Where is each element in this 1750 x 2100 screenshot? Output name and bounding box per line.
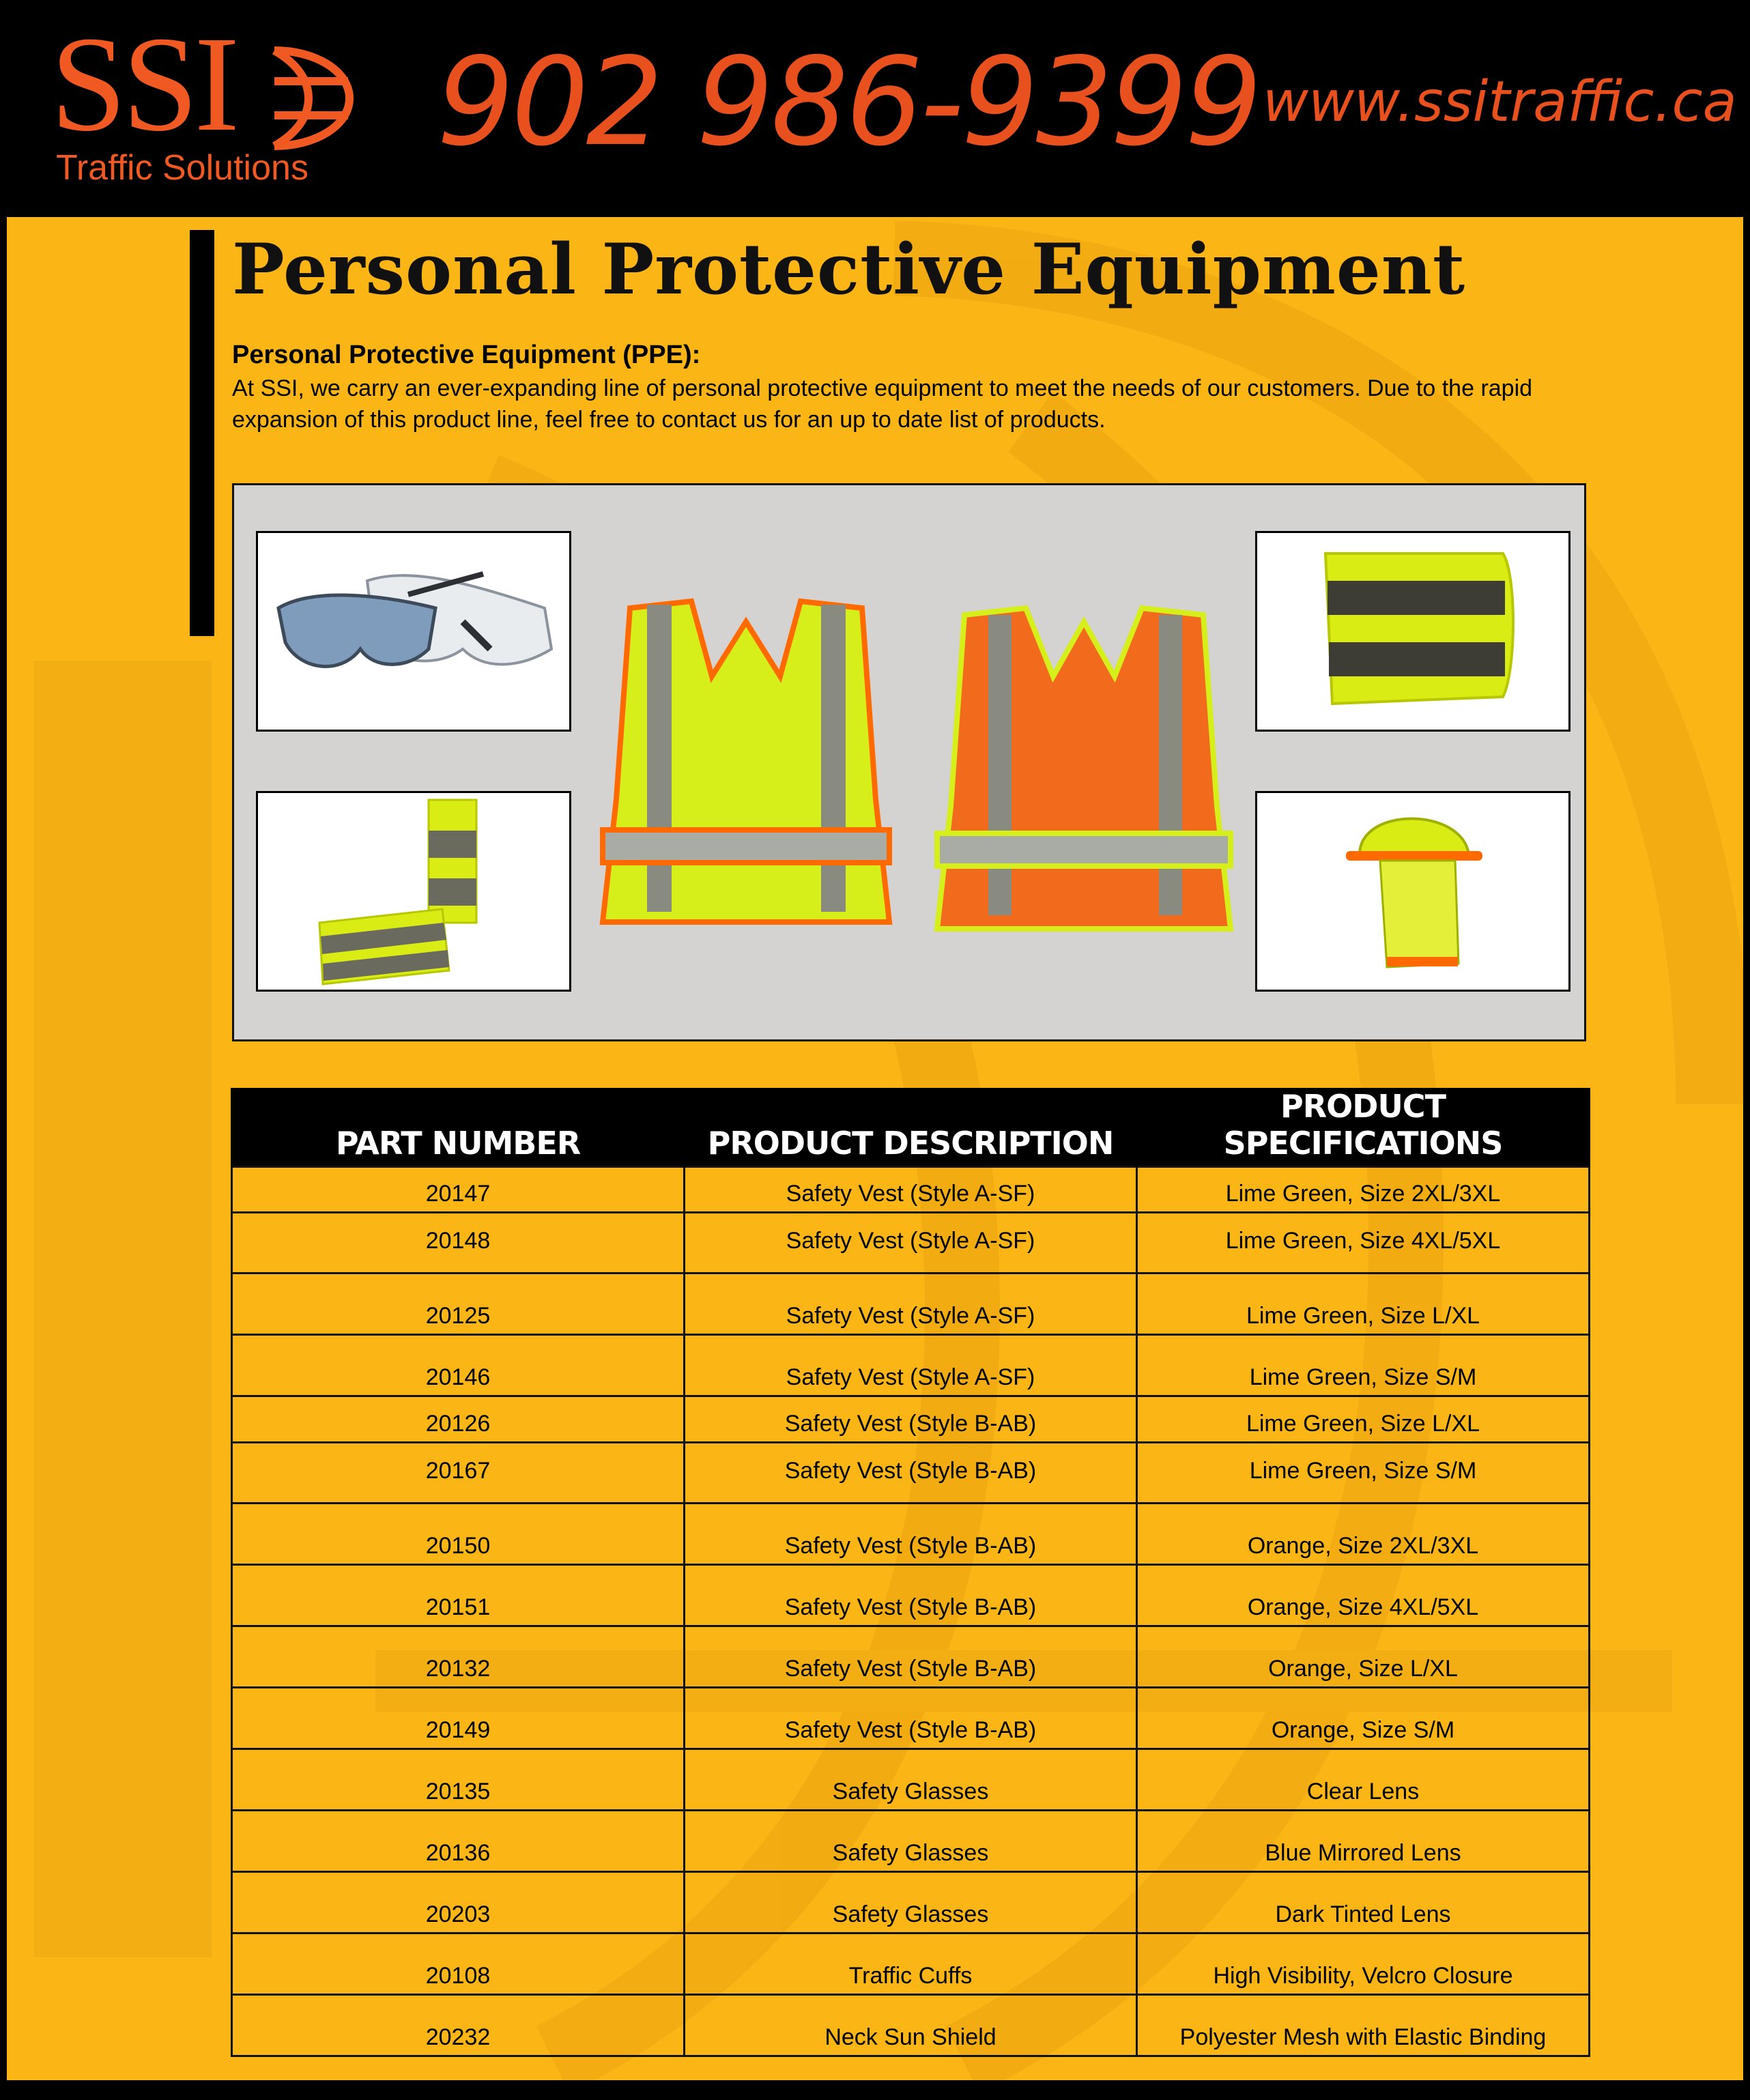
specification-cell: Polyester Mesh with Elastic Binding: [1137, 1995, 1590, 2056]
part-number-cell: 20150: [232, 1504, 685, 1565]
table-row: [232, 1565, 1590, 1626]
description-cell: Safety Vest (Style B-AB): [685, 1688, 1137, 1749]
column-header-product-specifications: PRODUCT SPECIFICATIONS: [1137, 1088, 1590, 1167]
specification-cell: Orange, Size S/M: [1137, 1688, 1590, 1749]
table-row: [232, 1749, 1590, 1811]
specification-cell: Lime Green, Size L/XL: [1137, 1274, 1590, 1335]
product-photo-panel: [232, 483, 1586, 1041]
description-cell: Safety Vest (Style A-SF): [685, 1274, 1137, 1335]
description-cell: Safety Vest (Style B-AB): [685, 1504, 1137, 1565]
column-header-part-number: PART NUMBER: [232, 1088, 685, 1167]
part-number-cell: 20149: [232, 1688, 685, 1749]
specification-cell: Orange, Size 2XL/3XL: [1137, 1504, 1590, 1565]
part-number-cell: 20147: [232, 1167, 685, 1213]
parts-table: [231, 1088, 1590, 2057]
specification-cell: High Visibility, Velcro Closure: [1137, 1933, 1590, 1995]
description-cell: Safety Vest (Style B-AB): [685, 1626, 1137, 1688]
table-row: [232, 1396, 1590, 1443]
part-number-cell: 20167: [232, 1443, 685, 1504]
globe-icon: [268, 44, 356, 153]
description-cell: Safety Vest (Style B-AB): [685, 1565, 1137, 1626]
part-number-cell: 20135: [232, 1749, 685, 1811]
table-header-row: [232, 1088, 1590, 1167]
header-band: [0, 0, 1750, 217]
part-number-cell: 20203: [232, 1872, 685, 1933]
table-row: [232, 1335, 1590, 1396]
table-row: [232, 1213, 1590, 1274]
orange-safety-vest-photo: [923, 601, 1244, 943]
part-number-cell: 20132: [232, 1626, 685, 1688]
specification-cell: Blue Mirrored Lens: [1137, 1811, 1590, 1872]
table-row: [232, 1933, 1590, 1995]
description-cell: Neck Sun Shield: [685, 1995, 1137, 2056]
specification-cell: Lime Green, Size 4XL/5XL: [1137, 1213, 1590, 1274]
reflective-armband-photo: [1255, 531, 1570, 732]
logo-subtitle: Traffic Solutions: [56, 148, 309, 188]
specification-cell: Lime Green, Size L/XL: [1137, 1396, 1590, 1443]
specification-cell: Lime Green, Size S/M: [1137, 1335, 1590, 1396]
part-number-cell: 20151: [232, 1565, 685, 1626]
part-number-cell: 20232: [232, 1995, 685, 2056]
description-cell: Safety Glasses: [685, 1872, 1137, 1933]
specification-cell: Orange, Size L/XL: [1137, 1626, 1590, 1688]
description-cell: Safety Vest (Style A-SF): [685, 1167, 1137, 1213]
table-row: [232, 1626, 1590, 1688]
company-logo[interactable]: [51, 9, 364, 188]
lime-safety-vest-photo: [589, 594, 903, 936]
safety-glasses-photo: [256, 531, 571, 732]
description-cell: Safety Vest (Style B-AB): [685, 1443, 1137, 1504]
logo-wordmark: SSI: [51, 9, 236, 160]
description-cell: Traffic Cuffs: [685, 1933, 1137, 1995]
part-number-cell: 20125: [232, 1274, 685, 1335]
accent-bar: [190, 230, 214, 636]
table-row: [232, 1167, 1590, 1213]
description-cell: Safety Glasses: [685, 1811, 1137, 1872]
intro-paragraph: At SSI, we carry an ever-expanding line of personal protective equipment to meet the needs of our customers. Due to the rapid expansion of this product line, feel free to contact us for an up to date list of products.: [232, 375, 1533, 433]
table-row: [232, 1504, 1590, 1565]
traffic-cuffs-photo: [256, 791, 571, 992]
table-row: [232, 1443, 1590, 1504]
neck-sun-shield-photo: [1255, 791, 1570, 992]
table-row: [232, 1811, 1590, 1872]
specification-cell: Dark Tinted Lens: [1137, 1872, 1590, 1933]
description-cell: Safety Glasses: [685, 1749, 1137, 1811]
description-cell: Safety Vest (Style A-SF): [685, 1213, 1137, 1274]
table-row: [232, 1995, 1590, 2056]
specification-cell: Lime Green, Size S/M: [1137, 1443, 1590, 1504]
part-number-cell: 20126: [232, 1396, 685, 1443]
column-header-product-description: PRODUCT DESCRIPTION: [685, 1088, 1137, 1167]
part-number-cell: 20148: [232, 1213, 685, 1274]
description-cell: Safety Vest (Style B-AB): [685, 1396, 1137, 1443]
phone-number[interactable]: 902 986-9399: [437, 31, 1260, 173]
specification-cell: Lime Green, Size 2XL/3XL: [1137, 1167, 1590, 1213]
part-number-cell: 20108: [232, 1933, 685, 1995]
table-row: [232, 1688, 1590, 1749]
description-cell: Safety Vest (Style A-SF): [685, 1335, 1137, 1396]
specification-cell: Clear Lens: [1137, 1749, 1590, 1811]
website-link[interactable]: www.ssitraffic.ca: [1263, 70, 1737, 134]
specification-cell: Orange, Size 4XL/5XL: [1137, 1565, 1590, 1626]
part-number-cell: 20136: [232, 1811, 685, 1872]
table-row: [232, 1872, 1590, 1933]
part-number-cell: 20146: [232, 1335, 685, 1396]
intro-heading: Personal Protective Equipment (PPE):: [232, 341, 701, 369]
table-row: [232, 1274, 1590, 1335]
page-title: Personal Protective Equipment: [232, 229, 1466, 311]
